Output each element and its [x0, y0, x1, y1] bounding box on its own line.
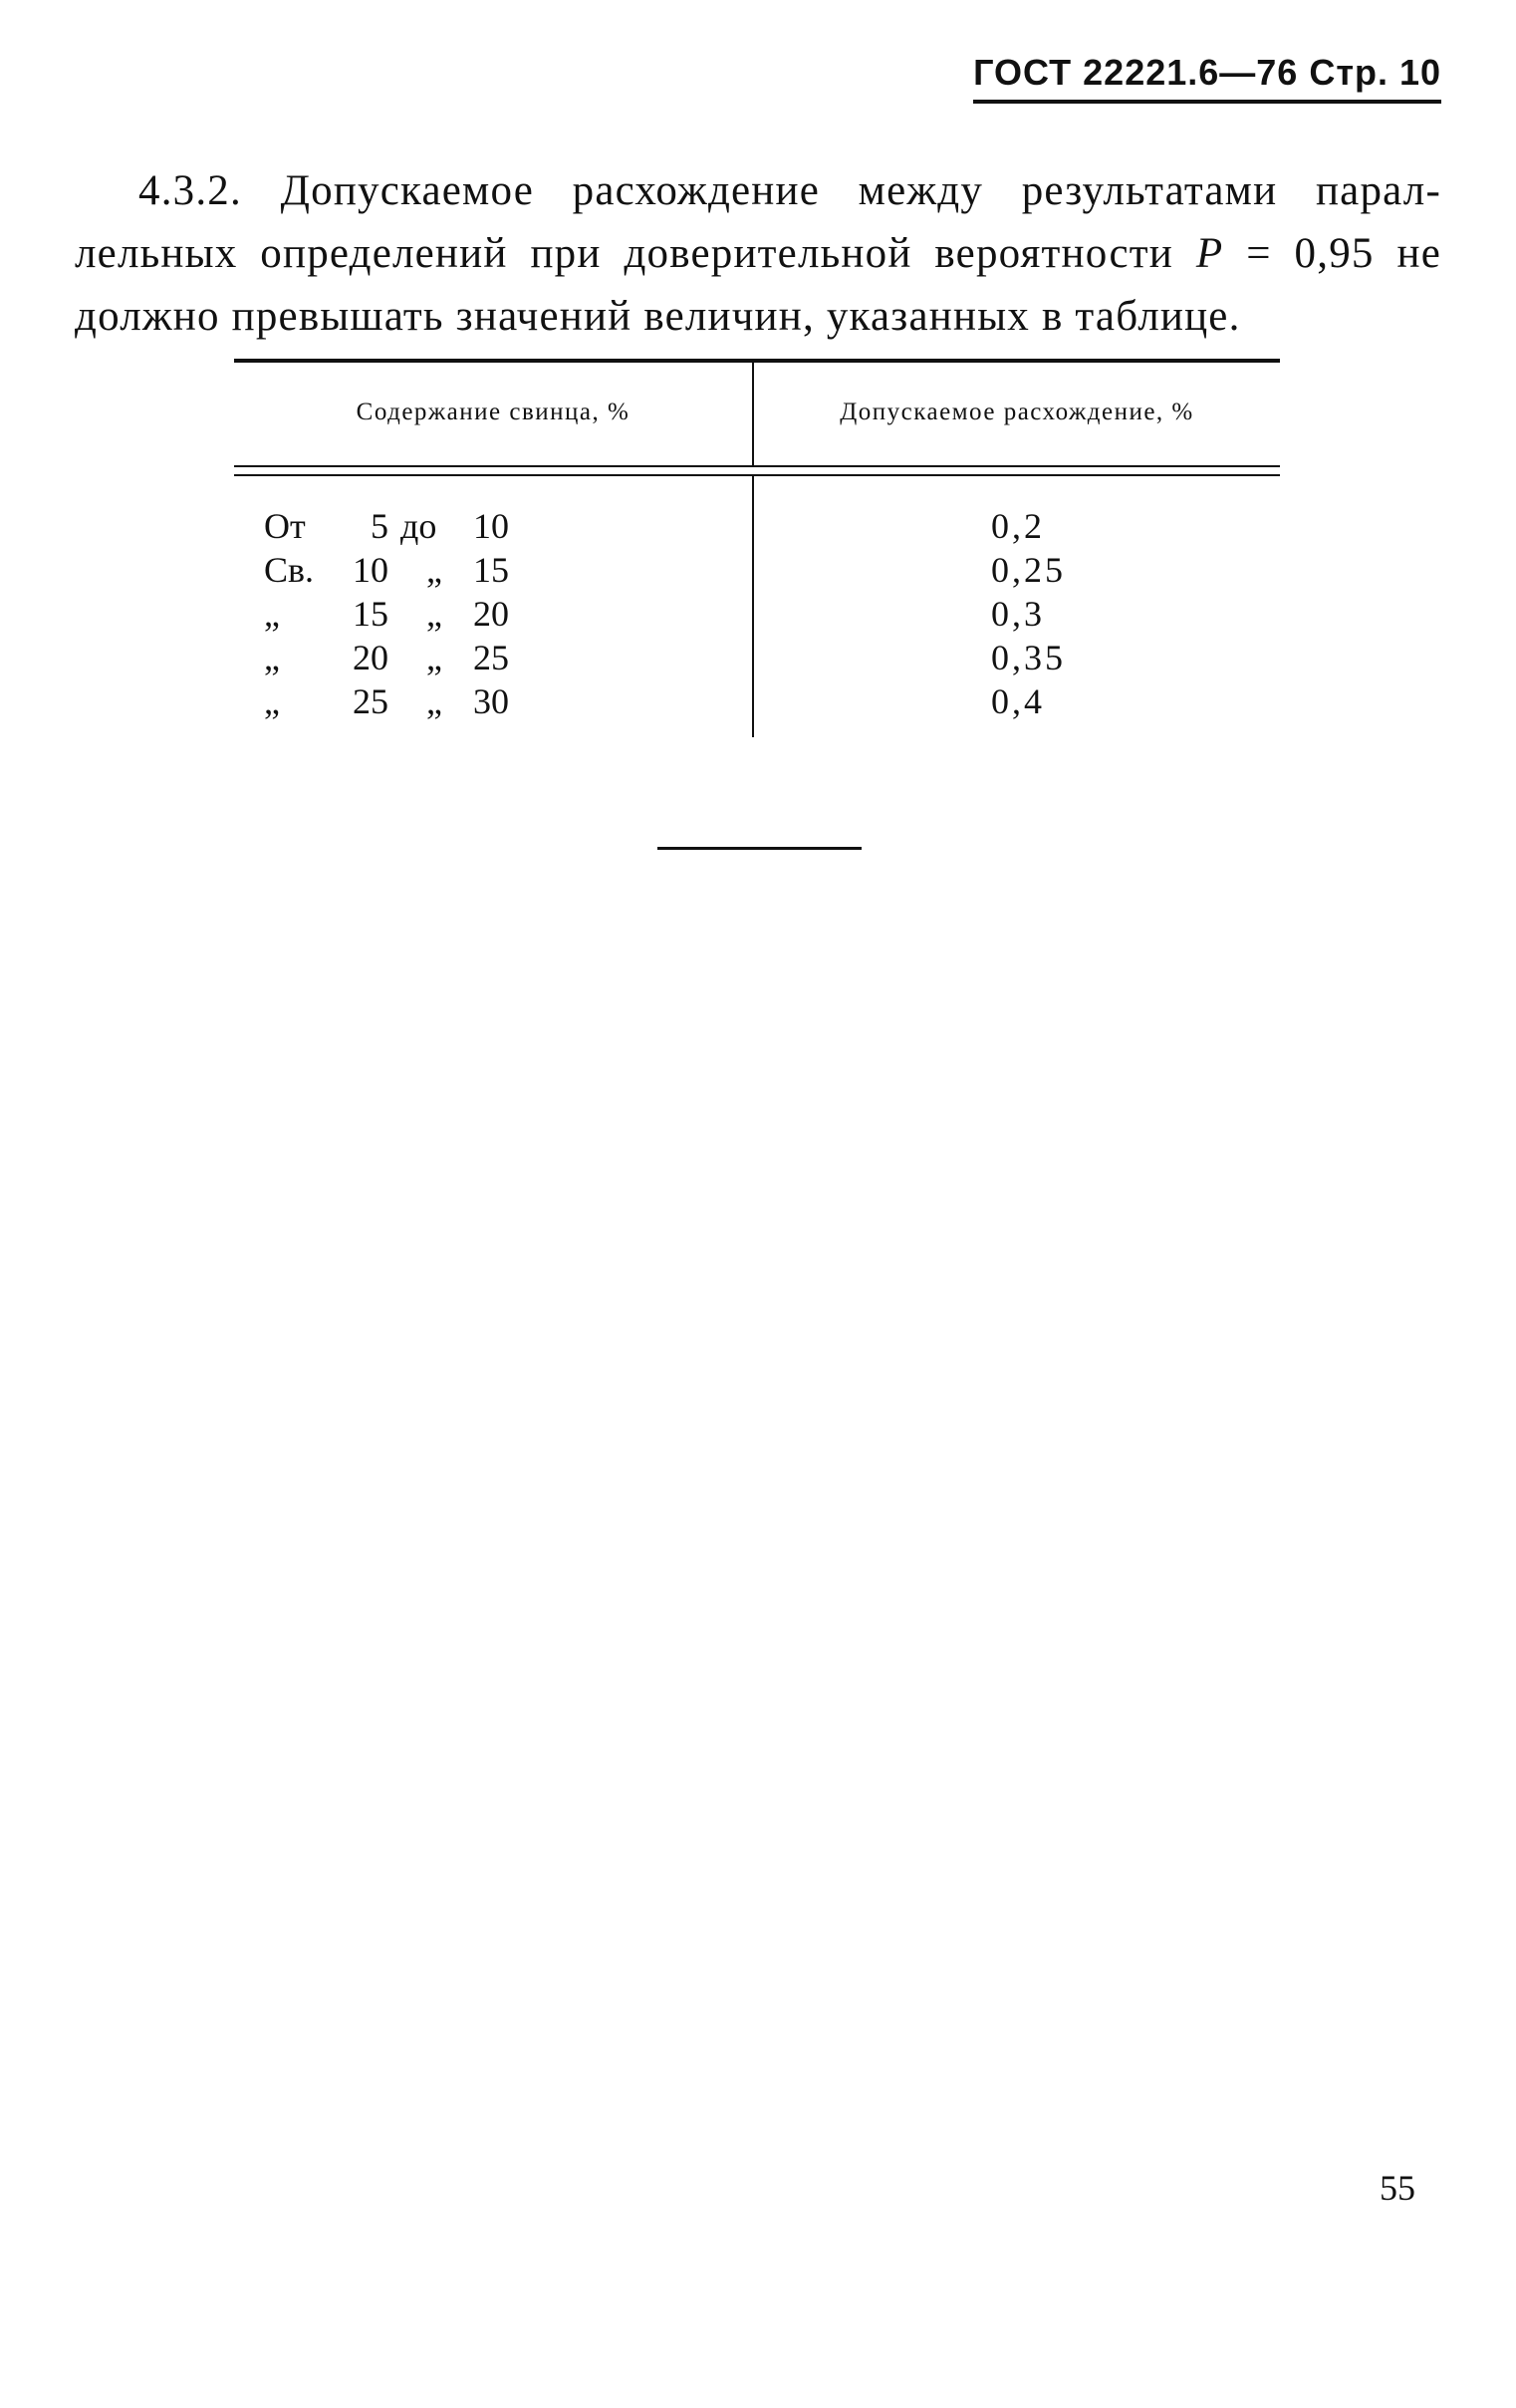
range-prefix: Св.: [264, 550, 315, 590]
table-row: [234, 504, 1280, 548]
range-connector: „: [426, 638, 442, 677]
tolerance-value: 0,4: [991, 681, 1045, 721]
range-from: 20: [353, 638, 388, 677]
paragraph-text: = 0,95 не: [1223, 230, 1441, 277]
page-number: 55: [1380, 2168, 1415, 2208]
running-header: ГОСТ 22221.6—76 Стр. 10: [973, 52, 1441, 104]
table-row: [234, 679, 1280, 723]
table-body: [234, 504, 1280, 723]
paragraph-text: лельных определений при доверительной вероятности: [75, 230, 1196, 277]
range-to: 30: [473, 681, 509, 721]
range-connector: „: [426, 681, 442, 721]
paragraph-line: должно превышать значений величин, указанных в таблице.: [75, 293, 1241, 340]
header-double-rule: [234, 465, 1280, 467]
range-prefix: „: [264, 594, 280, 634]
paragraph-line: 4.3.2. Допускаемое расхождение между результатами парал-: [138, 167, 1441, 214]
table-top-rule: [234, 359, 1280, 363]
header-double-rule: [234, 474, 1280, 476]
range-to: 20: [473, 594, 509, 634]
tolerance-value: 0,2: [991, 506, 1045, 546]
table-row: [234, 592, 1280, 636]
range-from: 10: [353, 550, 388, 590]
range-from: 25: [353, 681, 388, 721]
table-row: [234, 636, 1280, 679]
tolerance-table: [234, 359, 1280, 737]
tolerance-value: 0,25: [991, 550, 1066, 590]
probability-variable: P: [1195, 230, 1224, 277]
range-to: 25: [473, 638, 509, 677]
range-connector: до: [400, 506, 437, 546]
range-connector: „: [426, 550, 442, 590]
range-from: 5: [371, 506, 388, 546]
paragraph-line: [75, 222, 1441, 285]
range-from: 15: [353, 594, 388, 634]
range-connector: „: [426, 594, 442, 634]
tolerance-value: 0,3: [991, 594, 1045, 634]
range-prefix: „: [264, 638, 280, 677]
range-to: 15: [473, 550, 509, 590]
tolerance-value: 0,35: [991, 638, 1066, 677]
range-prefix: От: [264, 506, 306, 546]
table-row: [234, 548, 1280, 592]
column-header-lead-content: Содержание свинца, %: [356, 399, 631, 425]
range-prefix: „: [264, 681, 280, 721]
section-end-rule: [657, 847, 862, 850]
column-header-tolerance: Допускаемое расхождение, %: [840, 399, 1194, 425]
range-to: 10: [473, 506, 509, 546]
clause-4-3-2: [75, 159, 1441, 348]
